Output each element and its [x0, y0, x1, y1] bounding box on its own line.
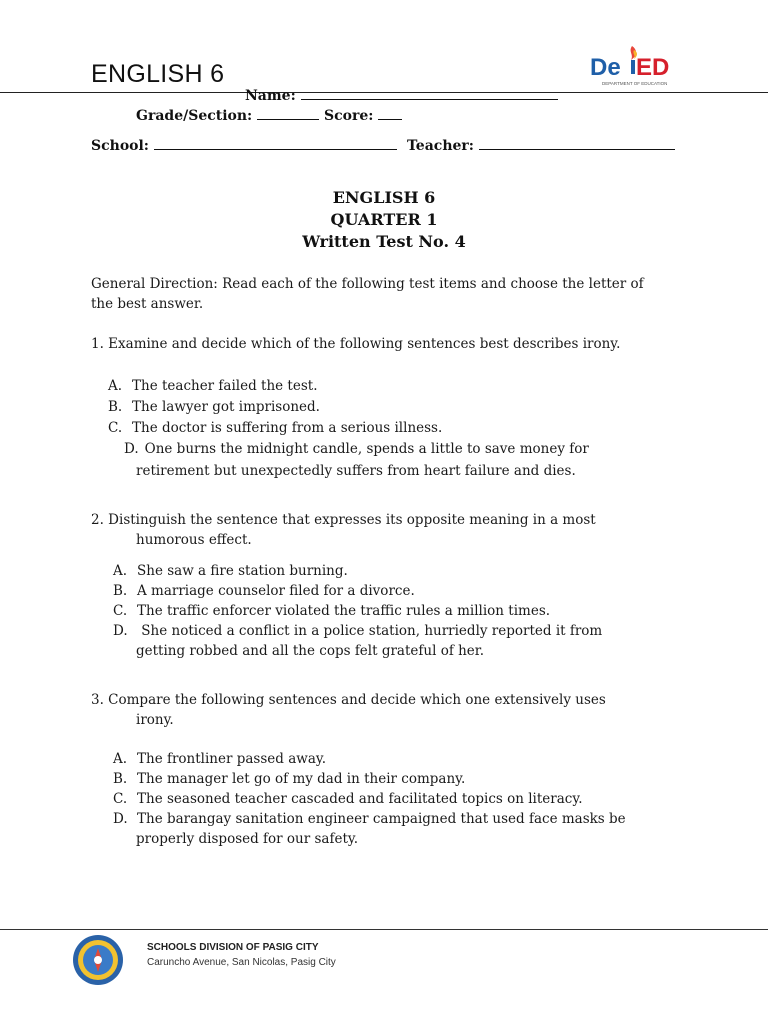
- q1-option-d[interactable]: [124, 439, 663, 459]
- option-letter: C.: [108, 420, 123, 436]
- question-2-stem-cont: humorous effect.: [136, 532, 252, 548]
- deped-logo: [590, 42, 680, 88]
- q1-option-c[interactable]: [108, 418, 442, 438]
- option-text: The manager let go of my dad in their company.: [137, 771, 466, 787]
- option-text: The seasoned teacher cascaded and facilitated topics on literacy.: [137, 791, 583, 807]
- option-text: The teacher failed the test.: [132, 378, 318, 394]
- q3-option-c[interactable]: [113, 789, 582, 809]
- option-text: The traffic enforcer violated the traffic rules a million times.: [137, 603, 551, 619]
- option-letter: A.: [113, 563, 128, 579]
- quarter-heading: QUARTER 1: [330, 210, 438, 229]
- q3-option-b[interactable]: [113, 769, 465, 789]
- option-text: The barangay sanitation engineer campaigned that used face masks be: [137, 811, 626, 827]
- teacher-field: [407, 137, 675, 154]
- option-letter: C.: [113, 791, 128, 807]
- option-letter: C.: [113, 603, 128, 619]
- page-title: ENGLISH 6: [91, 60, 225, 88]
- q1-option-b[interactable]: [108, 397, 320, 417]
- general-direction: General Direction: Read each of the following test items and choose the letter of: [91, 276, 644, 292]
- division-seal-icon: [72, 934, 124, 986]
- question-1-stem: 1. Examine and decide which of the following sentences best describes irony.: [91, 336, 621, 352]
- option-letter: B.: [113, 583, 128, 599]
- svg-text:ED: ED: [636, 54, 670, 81]
- score-blank[interactable]: [378, 107, 402, 120]
- option-letter: D.: [124, 441, 139, 457]
- school-blank[interactable]: [154, 137, 397, 150]
- option-text: She saw a fire station burning.: [137, 563, 348, 579]
- option-text: One burns the midnight candle, spends a little to save money for: [144, 441, 589, 457]
- q2-option-b[interactable]: [113, 581, 415, 601]
- option-text: The lawyer got imprisoned.: [132, 399, 320, 415]
- q3-option-a[interactable]: [113, 749, 326, 769]
- q2-option-c[interactable]: [113, 601, 550, 621]
- svg-text:DEPARTMENT OF EDUCATION: DEPARTMENT OF EDUCATION: [602, 81, 668, 86]
- option-text: She noticed a conflict in a police station, hurriedly reported it from: [137, 623, 603, 639]
- name-label: Name:: [245, 88, 296, 104]
- option-text: The frontliner passed away.: [137, 751, 326, 767]
- q3-option-d[interactable]: [113, 809, 626, 829]
- q1-option-a[interactable]: [108, 376, 318, 396]
- q2-option-d[interactable]: [113, 621, 602, 641]
- teacher-label: Teacher:: [407, 138, 474, 154]
- option-letter: D.: [113, 811, 128, 827]
- general-direction-cont: the best answer.: [91, 296, 204, 312]
- option-letter: B.: [108, 399, 123, 415]
- question-3-stem-cont: irony.: [136, 712, 174, 728]
- name-blank[interactable]: [301, 87, 558, 100]
- option-text: A marriage counselor filed for a divorce.: [137, 583, 415, 599]
- option-letter: A.: [108, 378, 123, 394]
- school-label: School:: [91, 138, 149, 154]
- option-letter: A.: [113, 751, 128, 767]
- footer-divider: [0, 929, 768, 930]
- grade-section-label: Grade/Section:: [136, 108, 253, 124]
- division-name: SCHOOLS DIVISION OF PASIG CITY: [147, 942, 319, 953]
- q2-option-d-cont: getting robbed and all the cops felt grateful of her.: [136, 643, 485, 659]
- question-3-stem: 3. Compare the following sentences and decide which one extensively uses: [91, 692, 606, 708]
- q2-option-a[interactable]: [113, 561, 348, 581]
- option-letter: D.: [113, 623, 128, 639]
- option-text: The doctor is suffering from a serious illness.: [132, 420, 443, 436]
- svg-text:De: De: [590, 54, 621, 81]
- test-number-heading: Written Test No. 4: [302, 232, 466, 251]
- subject-heading: ENGLISH 6: [332, 188, 436, 207]
- score-label: Score:: [323, 108, 374, 124]
- teacher-blank[interactable]: [479, 137, 675, 150]
- question-2-stem: 2. Distinguish the sentence that expresses its opposite meaning in a most: [91, 512, 596, 528]
- option-letter: B.: [113, 771, 128, 787]
- q3-option-d-cont: properly disposed for our safety.: [136, 831, 358, 847]
- name-field[interactable]: [245, 87, 558, 104]
- division-address: Caruncho Avenue, San Nicolas, Pasig City: [147, 957, 336, 968]
- school-field: [91, 137, 397, 154]
- grade-section-blank[interactable]: [257, 107, 319, 120]
- q1-option-d-cont: retirement but unexpectedly suffers from heart failure and dies.: [136, 463, 576, 479]
- grade-score-row: [136, 107, 402, 124]
